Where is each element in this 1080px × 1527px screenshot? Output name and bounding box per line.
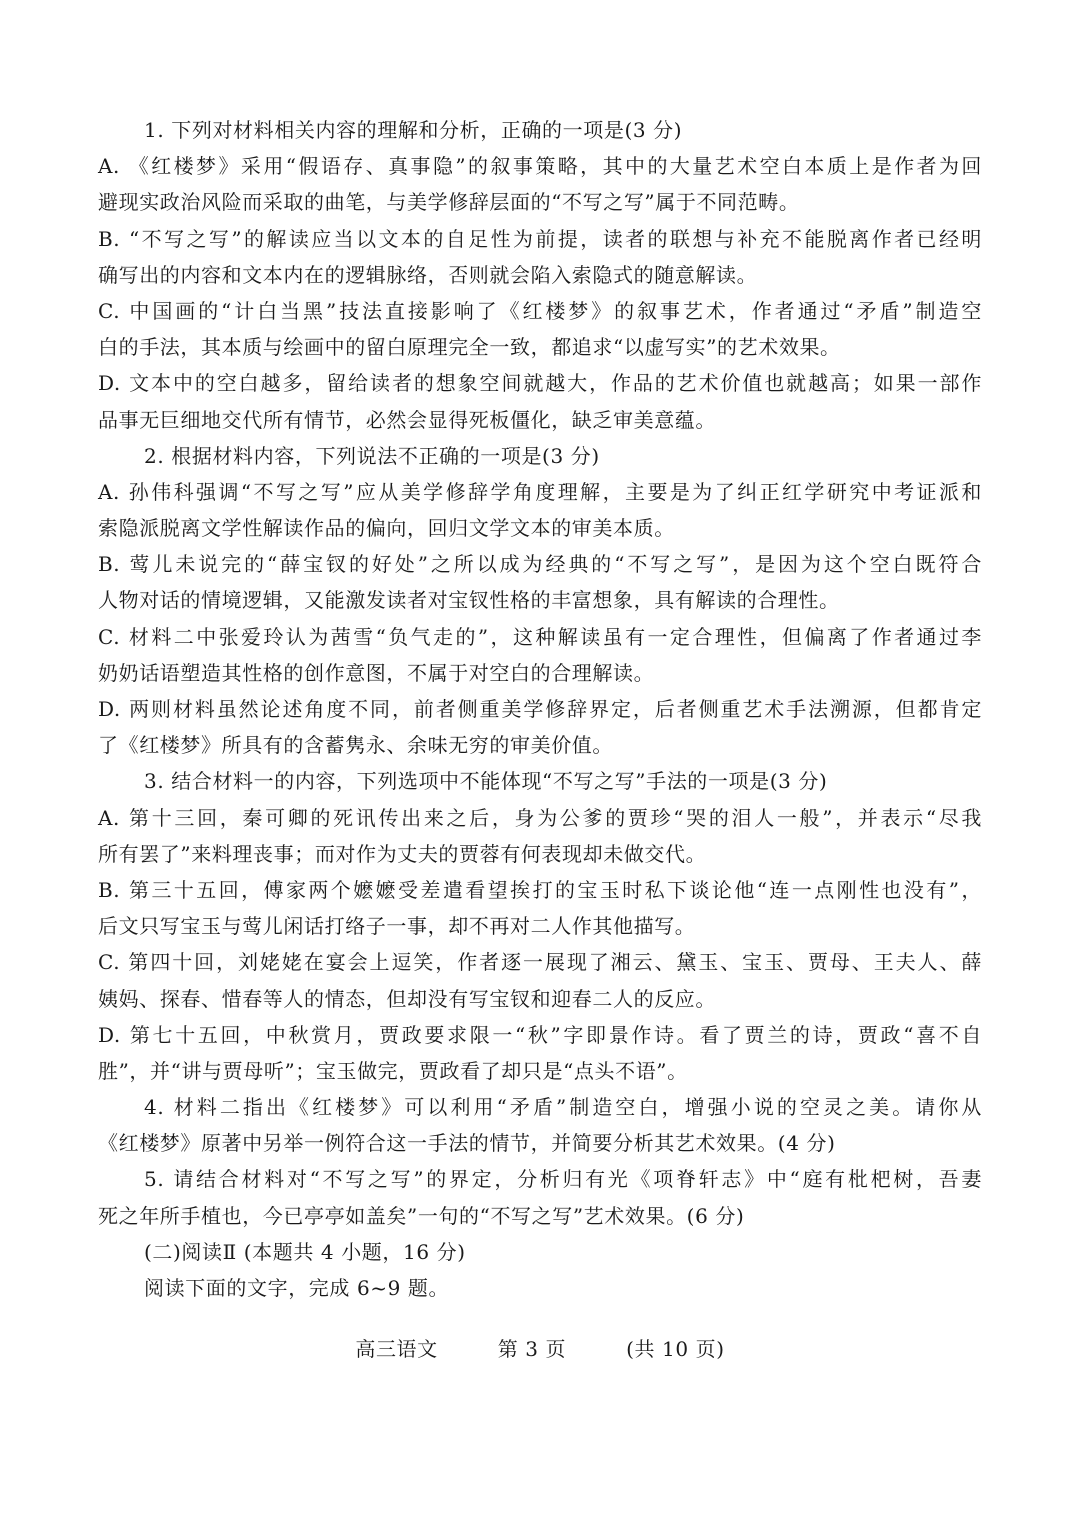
- question-3-option-c-cont: 姨妈、探春、惜春等人的情态，但却没有写宝钗和迎春二人的反应。: [98, 986, 716, 1011]
- question-3-option-d: D. 第七十五回，中秋赏月，贾政要求限一“秋”字即景作诗。看了贾兰的诗，贾政“喜不自: [98, 1022, 982, 1047]
- section-heading: (二)阅读Ⅱ (本题共 4 小题，16 分): [144, 1239, 466, 1264]
- question-1-option-a-cont: 避现实政治风险而采取的曲笔，与美学修辞层面的“不写之写”属于不同范畴。: [98, 190, 800, 215]
- exam-page-body: [98, 112, 982, 1306]
- question-1-option-c-cont: 白的手法，其本质与绘画中的留白原理完全一致，都追求“以虚写实”的艺术效果。: [98, 335, 841, 360]
- question-1-option-c: C. 中国画的“计白当黑”技法直接影响了《红楼梦》的叙事艺术，作者通过“矛盾”制造空: [98, 298, 982, 323]
- question-2-option-b-cont: 人物对话的情境逻辑，又能激发读者对宝钗性格的丰富想象，具有解读的合理性。: [98, 588, 840, 613]
- question-5-stem-cont: 死之年所手植也，今已亭亭如盖矣”一句的“不写之写”艺术效果。(6 分): [98, 1203, 745, 1228]
- question-4-stem-cont: 《红楼梦》原著中另举一例符合这一手法的情节，并简要分析其艺术效果。(4 分): [98, 1131, 836, 1156]
- question-2-stem: 2. 根据材料内容，下列说法不正确的一项是(3 分): [144, 443, 600, 468]
- question-3-option-a-cont: 所有罢了”来料理丧事；而对作为丈夫的贾蓉有何表现却未做交代。: [98, 841, 707, 866]
- question-1-option-b-cont: 确写出的内容和文本内在的逻辑脉络，否则就会陷入索隐式的随意解读。: [98, 262, 758, 287]
- question-2-option-a: A. 孙伟科强调“不写之写”应从美学修辞学角度理解，主要是为了纠正红学研究中考证派和: [98, 479, 982, 504]
- footer-subject: 高三语文: [355, 1337, 438, 1361]
- question-5-stem: 5. 请结合材料对“不写之写”的界定，分析归有光《项脊轩志》中“庭有枇杷树，吾妻: [144, 1167, 982, 1192]
- question-2-option-c-cont: 奶奶话语塑造其性格的创作意图，不属于对空白的合理解读。: [98, 660, 655, 685]
- question-1-option-d: D. 文本中的空白越多，留给读者的想象空间就越大，作品的艺术价值也就越高；如果一部作: [98, 371, 982, 396]
- footer-total-pages: (共 10 页): [626, 1337, 725, 1361]
- question-2-option-c: C. 材料二中张爱玲认为茜雪“负气走的”，这种解读虽有一定合理性，但偏离了作者通过李: [98, 624, 982, 649]
- footer-page-number: 第 3 页: [497, 1337, 567, 1361]
- question-1-option-b: B. “不写之写”的解读应当以文本的自足性为前提，读者的联想与补充不能脱离作者已经明: [98, 226, 982, 251]
- question-3-option-d-cont: 胜”，并“讲与贾母听”；宝玉做完，贾政看了却只是“点头不语”。: [98, 1058, 688, 1083]
- question-1-stem: 1. 下列对材料相关内容的理解和分析，正确的一项是(3 分): [144, 118, 683, 142]
- page-footer: [0, 1333, 1080, 1362]
- question-3-option-c: C. 第四十回，刘姥姥在宴会上逗笑，作者逐一展现了湘云、黛玉、宝玉、贾母、王夫人、薛: [98, 950, 982, 975]
- question-3-stem: 3. 结合材料一的内容，下列选项中不能体现“不写之写”手法的一项是(3 分): [144, 769, 828, 794]
- question-2-option-b: B. 莺儿未说完的“薛宝钗的好处”之所以成为经典的“不写之写”，是因为这个空白既符合: [98, 552, 982, 577]
- question-2-option-d: D. 两则材料虽然论述角度不同，前者侧重美学修辞界定，后者侧重艺术手法溯源，但都肯定: [98, 697, 982, 721]
- question-3-option-a: A. 第十三回，秦可卿的死讯传出来之后，身为公爹的贾珍“哭的泪人一般”，并表示“尽我: [98, 805, 982, 830]
- section-instruction: 阅读下面的文字，完成 6~9 题。: [144, 1276, 450, 1300]
- question-2-option-a-cont: 索隐派脱离文学性解读作品的偏向，回归文学文本的审美本质。: [98, 516, 675, 541]
- question-2-option-d-cont: 了《红楼梦》所具有的含蓄隽永、余味无穷的审美价值。: [98, 733, 613, 758]
- question-3-option-b: B. 第三十五回，傅家两个嬷嬷受差遣看望挨打的宝玉时私下谈论他“连一点刚性也没有”，: [98, 877, 982, 902]
- question-4-stem: 4. 材料二指出《红楼梦》可以利用“矛盾”制造空白，增强小说的空灵之美。请你从: [144, 1095, 982, 1120]
- question-1-option-a: A. 《红楼梦》采用“假语存、真事隐”的叙事策略，其中的大量艺术空白本质上是作者为回: [98, 154, 982, 179]
- question-3-option-b-cont: 后文只写宝玉与莺儿闲话打络子一事，却不再对二人作其他描写。: [98, 914, 696, 939]
- question-1-option-d-cont: 品事无巨细地交代所有情节，必然会显得死板僵化，缺乏审美意蕴。: [98, 407, 716, 432]
